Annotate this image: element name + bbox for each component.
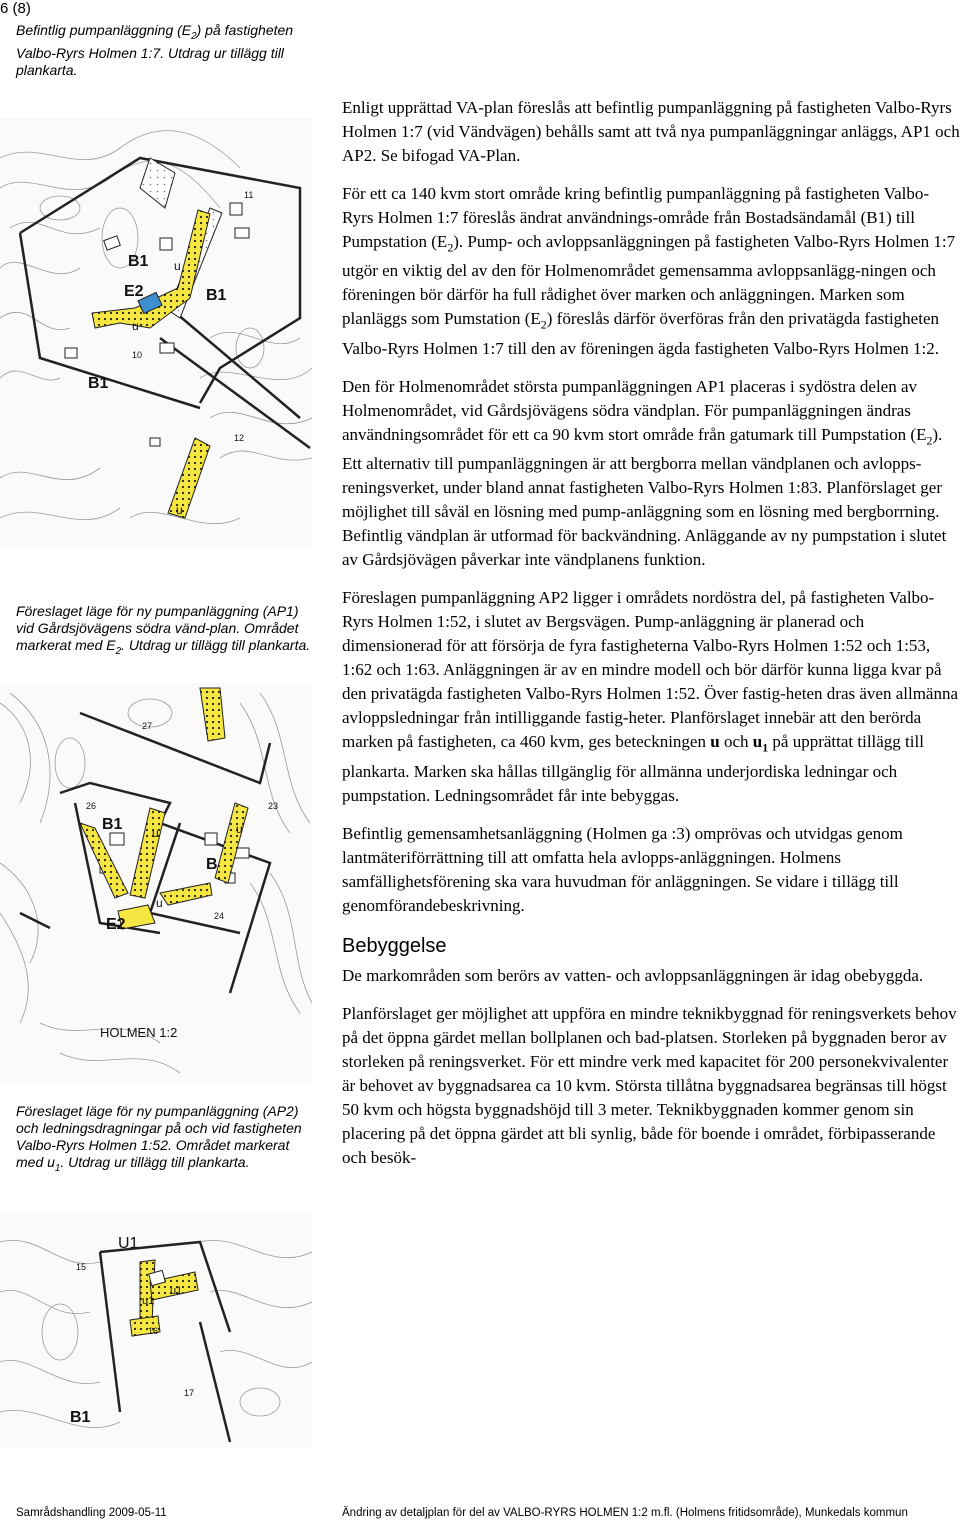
map3-label-b1: B1 xyxy=(70,1409,91,1426)
paragraph-ap1: Den för Holmenområdet största pumpanläggningen AP1 placeras i sydöstra delen av Holmenområdet, vid Gårdsjövägens södra vändplan. För pumpanläggningen ändras användningsområdet för ett ca 90 kvm stort område från gatumark till Pumpstation $(E_2)$. Ett alternativ till pumpanläggningen är att bergborra mellan vändplanen och avlopps-reningsverket, under bland annat fastigheten Valbo-Ryrs Holmen 1:83. Planförslaget ger möjlighet till såväl en lösning med pump-anläggning som en lösning med bergborrning. Befintlig vändplan är utformad för backvändning. Anläggande av ny pumpstation i slutet av Gårdsjövägen påverkar inte vändplanens funktion. xyxy=(342,376,947,570)
plan-map-3-drawing xyxy=(0,1212,312,1448)
map1-label-10: 10 xyxy=(132,350,143,360)
caption-ap1: Föreslaget läge för ny pumpanläggning (AP1) vid Gårdsjövägens södra vänd-plan. Området markerat med $E_2$. Utdrag ur tillägg till plankarta. xyxy=(16,603,311,657)
plan-map-2-drawing xyxy=(0,683,312,1083)
map2-label-e2: E2 xyxy=(106,916,126,933)
map2-label-23: 23 xyxy=(268,801,279,811)
map1-label-u-3: u xyxy=(176,503,183,517)
map1-label-12: 12 xyxy=(234,433,245,443)
map1-label-b1-right: B1 xyxy=(206,287,227,304)
map2-label-u-2: u xyxy=(236,822,243,836)
paragraph-ap2: Föreslagen pumpanläggning AP2 ligger i områdets nordöstra del, på fastigheten Valbo-Ryrs Holmen 1:52, i slutet av Bergsvägen. Pump-anläggning är planerad och dimensionerad för att försörja de fyra fastigheterna Valbo-Ryrs Holmen 1:52 och 1:53, 1:62 och 1:63. Anläggningen är av en mindre modell och bör därför kunna ligga kvar på den privatägda fastigheten Valbo-Ryrs Holmen 1:52. Över fastig-heten dras även allmänna avloppsledningar från intilliggande fastig-heter. Planförslaget innebär att den berörda marken på fastigheten, ca 460 kvm, ges beteckningen u och $u_1$ på upprättat tillägg till plankarta. Marken ska hållas tillgänglig för allmänna underjordiska ledningar och pumpstation. Ledningsområdet får inte bebyggas. xyxy=(342,588,959,805)
caption-ap2: Föreslaget läge för ny pumpanläggning (AP2) och ledningsdragningar på och vid fastigheten Valbo-Ryrs Holmen 1:52. Området markerat med $u_1$. Utdrag ur tillägg till plankarta. xyxy=(16,1103,302,1174)
map1-label-u-1: u xyxy=(174,259,181,273)
paragraph-existing-pump: För ett ca 140 kvm stort område kring befintlig pumpanläggning på fastigheten Valbo-Ryrs Holmen 1:7 föreslås ändrat användnings-område från Bostadsändamål (B1) till Pumpstation $(E_2)$. Pump- och avloppsanläggningen på fastigheten Valbo-Ryrs Holmen 1:7 utgör en viktig del av den för Holmenområdet gemensamma avloppsanlägg-ningen och föreningen bör därför ha full rådighet över marken och anläggningen. Marken som planläggs som Pumstation $(E_2)$ föreslås därför överföras från den privatägda fastigheten Valbo-Ryrs Holmen 1:7 till den av föreningen ägda fastigheten Valbo-Ryrs Holmen 1:2. xyxy=(342,184,956,358)
section-heading-bebyggelse: Bebyggelse xyxy=(342,934,447,957)
map2-label-u-1: u xyxy=(152,826,159,840)
map2-label-u-3: u xyxy=(156,896,163,910)
page-number: 6 (8) xyxy=(0,0,31,17)
map2-label-27: 27 xyxy=(142,721,153,731)
caption-existing-pump: Befintlig pumpanläggning $(E_2)$ på fastigheten Valbo-Ryrs Holmen 1:7. Utdrag ur tillägg till plankarta. xyxy=(16,22,294,78)
map3-label-16: 16 xyxy=(148,1326,159,1336)
paragraph-technical-building: Planförslaget ger möjlighet att uppföra en mindre teknikbyggnad för reningsverkets behov på det öppna gärdet mellan bollplanen och bad-platsen. Storleken på byggnaden beror av storleken på reningsverket. För ett mindre verk med kapacitet för 200 personekvivalenter är behovet av byggnadsarea ca 10 kvm. Största tillåtna byggnadsarea begränsas till högst 50 kvm och högsta byggnadshöjd till 3 meter. Teknikbyggnaden kommer genom sin placering på det öppna gärdet att bli synlig, både för boende i området, förbipasserande och besök- xyxy=(342,1003,957,1167)
plan-map-existing-pump xyxy=(0,118,312,548)
paragraph-va-plan: Enligt upprättad VA-plan föreslås att befintlig pumpanläggning på fastigheten Valbo-Ryrs Holmen 1:7 (vid Vändvägen) behålls samt att två nya pumpanläggningar anläggs, AP1 och AP2. Se bifogad VA-Plan. xyxy=(342,98,960,165)
map1-label-u-2: u xyxy=(132,319,139,333)
map1-label-b1-left: B1 xyxy=(88,375,109,392)
map3-label-15: 15 xyxy=(76,1262,87,1272)
footer-title: Ändring av detaljplan för del av VALBO-RYRS HOLMEN 1:2 m.fl. (Holmens fritidsområde), Munkedals kommun xyxy=(342,1507,908,1519)
map2-label-b: B xyxy=(206,856,218,873)
map1-label-b1-top: B1 xyxy=(128,253,149,270)
paragraph-unbuilt: De markområden som berörs av vatten- och avloppsanläggningen är idag obebyggda. xyxy=(342,965,924,985)
map2-label-26: 26 xyxy=(86,801,97,811)
main-text-column xyxy=(342,96,960,1184)
plan-map-ap2 xyxy=(0,1212,312,1448)
map3-label-u1-top: U1 xyxy=(118,1235,139,1252)
map2-label-holmen: HOLMEN 1:2 xyxy=(100,1025,178,1040)
map2-label-24: 24 xyxy=(214,911,225,921)
footer-date: Samrådshandling 2009-05-11 xyxy=(16,1507,167,1519)
map3-label-u1-b: u1 xyxy=(170,1285,183,1297)
paragraph-ga: Befintlig gemensamhetsanläggning (Holmen ga :3) omprövas och utvidgas genom lantmäteriförrättning till att omfatta hela avlopps-anläggningen. Holmens samfällighetsförening ska vara huvudman för anläggningen. Se vidare i tillägg till genomförandebeskrivning. xyxy=(342,823,903,915)
map2-label-b1: B1 xyxy=(102,816,123,833)
plan-map-1-drawing xyxy=(0,118,312,548)
map3-label-17: 17 xyxy=(184,1388,195,1398)
map1-label-e2: E2 xyxy=(124,283,144,300)
map3-label-u1-a: u1 xyxy=(142,1295,155,1307)
plan-map-ap1 xyxy=(0,683,312,1083)
map1-label-11: 11 xyxy=(244,190,254,200)
